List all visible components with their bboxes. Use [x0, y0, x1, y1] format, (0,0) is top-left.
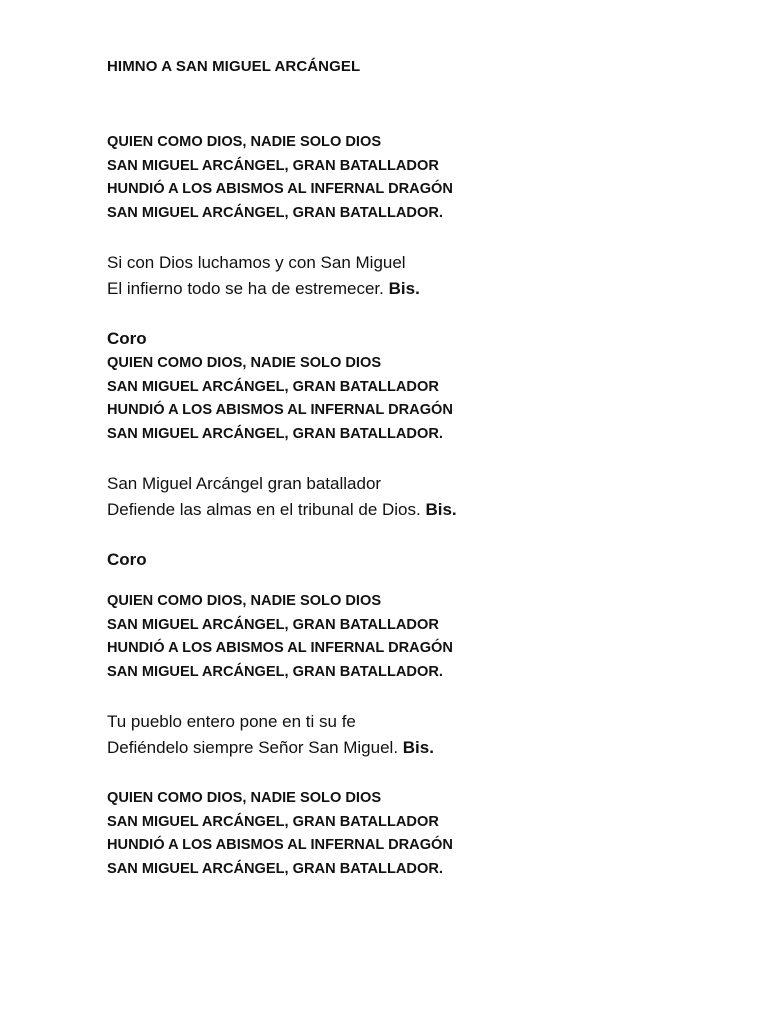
chorus-line: HUNDIÓ A LOS ABISMOS AL INFERNAL DRAGÓN [107, 837, 453, 853]
chorus-line: SAN MIGUEL ARCÁNGEL, GRAN BATALLADOR. [107, 860, 443, 877]
chorus-line: QUIEN COMO DIOS, NADIE SOLO DIOS [107, 593, 382, 609]
chorus-block [107, 131, 453, 225]
chorus-line: SAN MIGUEL ARCÁNGEL, GRAN BATALLADOR. [107, 204, 443, 221]
verse-line [107, 735, 434, 761]
coro-label: Coro [107, 329, 147, 348]
coro-label: Coro [107, 550, 147, 569]
bis-label: Bis. [402, 738, 434, 757]
chorus-line: QUIEN COMO DIOS, NADIE SOLO DIOS [107, 134, 382, 150]
verse-block [107, 709, 434, 761]
chorus-line: QUIEN COMO DIOS, NADIE SOLO DIOS [107, 790, 382, 806]
chorus-block [107, 787, 453, 881]
verse-line-text: Defiéndelo siempre Señor San Miguel. [107, 738, 403, 757]
chorus-line: HUNDIÓ A LOS ABISMOS AL INFERNAL DRAGÓN [107, 402, 453, 418]
verse-line: Si con Dios luchamos y con San Miguel [107, 253, 406, 272]
chorus-line: HUNDIÓ A LOS ABISMOS AL INFERNAL DRAGÓN [107, 181, 453, 197]
chorus-line: HUNDIÓ A LOS ABISMOS AL INFERNAL DRAGÓN [107, 640, 453, 656]
chorus-line: QUIEN COMO DIOS, NADIE SOLO DIOS [107, 355, 382, 371]
chorus-line: SAN MIGUEL ARCÁNGEL, GRAN BATALLADOR [107, 378, 439, 395]
bis-label: Bis. [388, 279, 420, 298]
verse-line-text: Defiende las almas en el tribunal de Dios. [107, 500, 426, 519]
chorus-line: SAN MIGUEL ARCÁNGEL, GRAN BATALLADOR [107, 157, 439, 174]
verse-block [107, 250, 420, 302]
chorus-line: SAN MIGUEL ARCÁNGEL, GRAN BATALLADOR [107, 813, 439, 830]
chorus-line: SAN MIGUEL ARCÁNGEL, GRAN BATALLADOR [107, 616, 439, 633]
verse-line: Tu pueblo entero pone en ti su fe [107, 712, 356, 731]
hymn-title: HIMNO A SAN MIGUEL ARCÁNGEL [107, 58, 361, 75]
bis-label: Bis. [425, 500, 457, 519]
verse-line [107, 497, 457, 523]
verse-block [107, 471, 457, 523]
chorus-block [107, 590, 453, 684]
verse-line: San Miguel Arcángel gran batallador [107, 474, 382, 493]
chorus-line: SAN MIGUEL ARCÁNGEL, GRAN BATALLADOR. [107, 425, 443, 442]
verse-line-text: El infierno todo se ha de estremecer. [107, 279, 389, 298]
chorus-line: SAN MIGUEL ARCÁNGEL, GRAN BATALLADOR. [107, 663, 443, 680]
verse-line [107, 276, 420, 302]
chorus-block [107, 352, 453, 446]
